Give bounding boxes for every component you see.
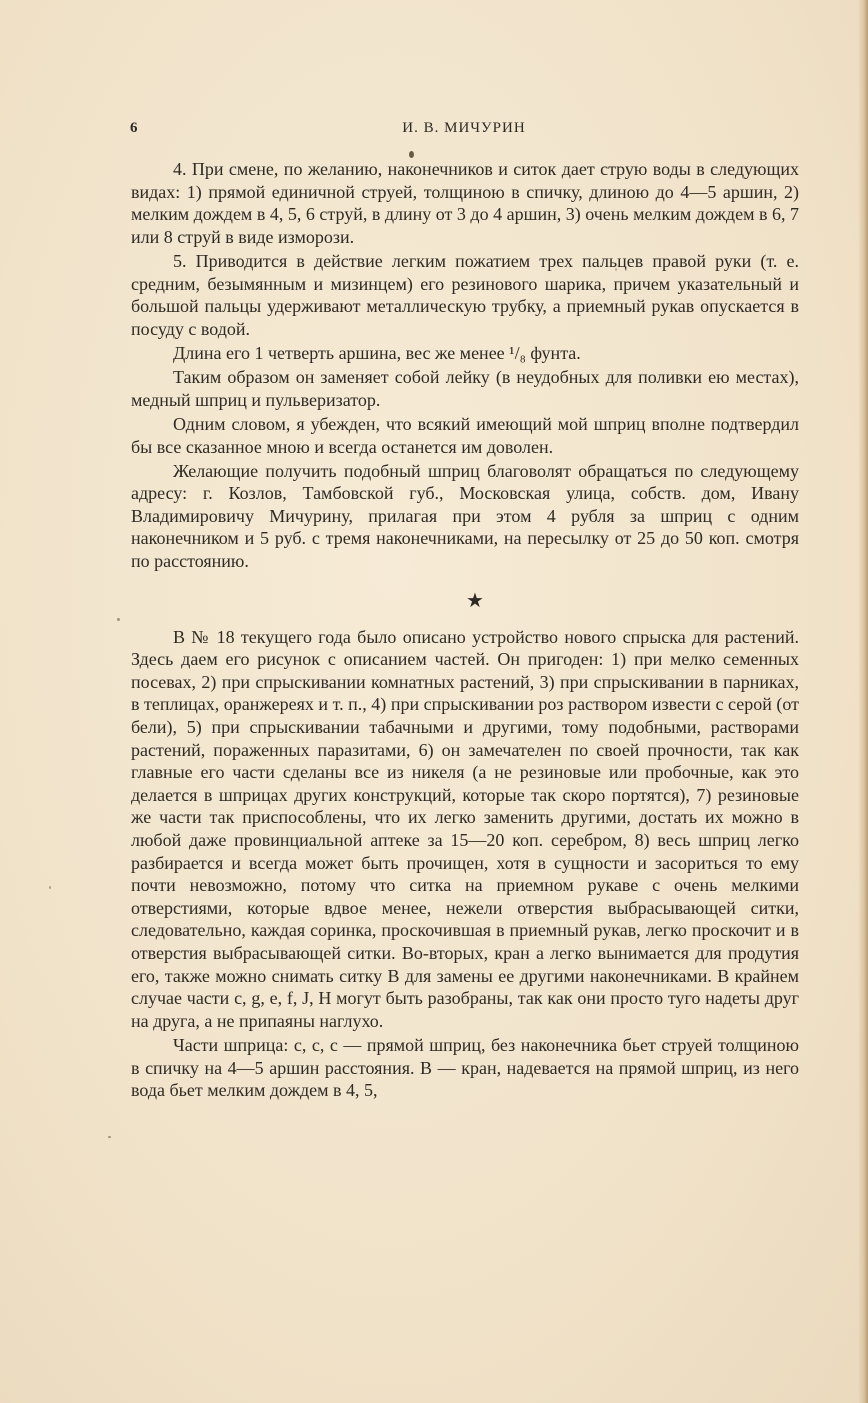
paragraph-point-4: 4. При смене, по желанию, наконечников и ситок дает струю воды в следующих видах: 1) прямой единичной струей, толщиною в спичку, длиною до 4—5 аршин, 2) мелким дождем в 4, 5, 6 струй, в длину от 3 до 4 аршин, 3) очень мелким дождем в 6, 7 или 8 струй в виде изморози.: [131, 159, 799, 247]
page-edge: [858, 0, 868, 1403]
ink-speck: [409, 151, 414, 158]
running-head: И. В. МИЧУРИН: [402, 120, 526, 136]
page-number: 6: [130, 120, 138, 136]
paragraph-replaces: Таким образом он заменяет собой лейку (в неудобных для поливки ею местах), медный шприц и пульверизатор.: [131, 367, 799, 410]
ink-speck: [117, 618, 120, 621]
paragraph-sprayer-parts: Части шприца: c, c, c — прямой шприц, без наконечника бьет струей толщиною в спичку на 4—5 аршин расстояния. B — кран, надевается на прямой шприц, из него вода бьет мелким дождем в 4, 5,: [131, 1034, 799, 1101]
ink-speck: [49, 886, 51, 889]
paragraph-sprayer-description: В № 18 текущего года было описано устройство нового спрыска для растений. Здесь даем его рисунок с описанием частей. Он пригоден: 1) при мелко семенных посевах, 2) при спрыскивании комнатных растений, 3) при спрыскивании в парниках, в теплицах, оранжереях и т. п., 4) при спрыскивании роз раствором извести с серой (от бели), 5) при спрыскивании табачными и другими, тому подобными, растворами растений, пораженных паразитами, 6) он замечателен по своей прочности, так как главные его части сделаны все из никеля (а не резиновые или пробочные, как это делается в шприцах других конструкций, которые так скоро портятся), 7) резиновые же части так приспособлены, что их легко заменить другими, достать их можно в любой даже провинциальной аптеке за 15—20 коп. серебром, 8) весь шприц легко разбирается и всегда может быть прочищен, хотя в сущности и засориться то ему почти невозможно, потому что ситка на приемном рукаве с очень мелкими отверстиями, которые вдвое менее, нежели отверстия выбрасывающей ситки, следовательно, каждая соринка, проскочившая в приемный рукав, легко проскочит и в отверстия выбрасывающей ситки. Во-вторых, кран a легко вынимается для продутия его, также можно снимать ситку B для замены ее другими наконечниками. В крайнем случае части c, g, e, f, J, H могут быть разобраны, так как они просто туго надеты друг на друга, а не припаяны наглухо.: [131, 626, 799, 1031]
article-body: [131, 158, 799, 1103]
section-separator-star: ★: [466, 589, 484, 612]
paragraph-point-5: 5. Приводится в действие легким пожатием трех пальцев правой руки (т. е. средним, безымянным и мизинцем) его резинового шарика, причем указательный и большой пальцы удерживают металлическую трубку, а приемный рукав опускается в посуду с водой.: [131, 250, 799, 339]
ink-speck: [108, 1136, 111, 1138]
paragraph-length: Длина его 1 четверть аршина, вес же менее ¹/₈ фунта.: [173, 342, 581, 363]
page-header: [130, 120, 798, 142]
paragraph-order-address: Желающие получить подобный шприц благоволят обращаться по следующему адресу: г. Козлов, Тамбовской губ., Московская улица, собств. дом, Ивану Владимировичу Мичурину, прилагая при этом 4 рубля за шприц с одним наконечником и 5 руб. с тремя наконечниками, на пересылку от 25 до 50 коп. смотря по расстоянию.: [131, 460, 799, 572]
paragraph-conclusion: Одним словом, я убежден, что всякий имеющий мой шприц вполне подтвердил бы все сказанное мною и всегда останется им доволен.: [131, 413, 799, 457]
